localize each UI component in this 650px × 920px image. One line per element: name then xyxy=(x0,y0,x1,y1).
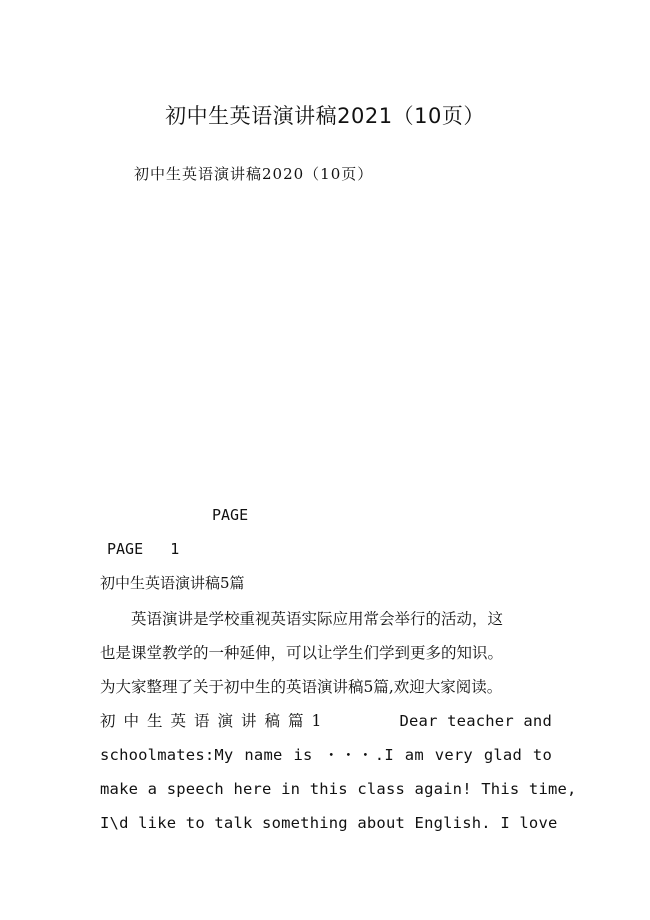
speech-heading-line xyxy=(100,704,552,738)
speech-heading: 初中生英语演讲稿篇1 xyxy=(100,712,330,730)
document-body xyxy=(100,602,577,840)
intro-line-1: 英语演讲是学校重视英语实际应用常会举行的活动，这 xyxy=(131,610,504,628)
speech-line-2: make a speech here in this class again! This time, xyxy=(100,780,577,798)
page-field-code: PAGE xyxy=(212,506,249,524)
speech-line-3: I\d like to talk something about English. I love xyxy=(100,814,558,832)
section-heading: 初中生英语演讲稿5篇 xyxy=(100,574,245,592)
speech-greeting-start: Dear teacher and xyxy=(399,712,552,730)
intro-line-3: 为大家整理了关于初中生的英语演讲稿5篇,欢迎大家阅读。 xyxy=(100,678,503,696)
intro-line-2: 也是课堂教学的一种延伸，可以让学生们学到更多的知识。 xyxy=(100,644,504,662)
speech-line-1: schoolmates:My name is ・・・.I am very glad to xyxy=(100,746,552,764)
page-number-field: PAGE 1 xyxy=(107,540,180,558)
document-title: 初中生英语演讲稿2021（10页） xyxy=(165,104,485,128)
document-subtitle: 初中生英语演讲稿2020（10页） xyxy=(134,165,374,183)
